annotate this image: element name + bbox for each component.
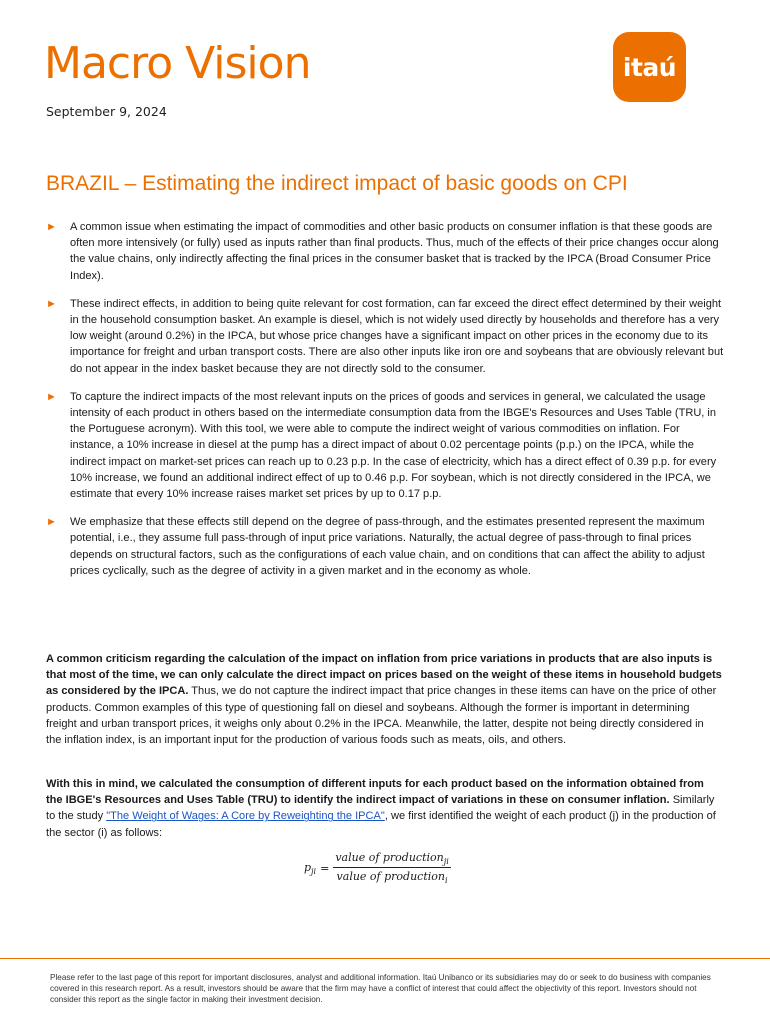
- formula-lhs: $p_{ji}$: [304, 860, 317, 876]
- article-headline: BRAZIL – Estimating the indirect impact of basic goods on CPI: [46, 172, 628, 195]
- summary-bullets: [46, 219, 726, 591]
- weight-formula: [304, 851, 451, 885]
- formula-equals: =: [320, 861, 330, 875]
- footer-divider: [0, 958, 770, 959]
- bullet-item: [46, 389, 726, 502]
- bullet-item: [46, 296, 726, 377]
- bullet-text: A common issue when estimating the impact of commodities and other basic products on consumer inflation is that these goods are often more intensively (or fully) used as inputs rather than final products. Thus, much of the effects of their price changes occur along the value chains, only indirectly affecting the final prices in the consumer basket that is tracked by the IPCA (Broad Consumer Price Index).: [70, 221, 719, 282]
- formula-fraction: [333, 851, 450, 885]
- paragraph-text: Thus, we do not capture the indirect impact that price changes in these items can have on the price of other products. Common examples of this type of questioning fall on diesel and soybeans. Although the former is important in determining freight and urban transport prices, it weighs only about 0.2% in the IPCA. Meanwhile, the latter, despite not being directly considered in the inflation index, is an important input for the production of various foods such as meats, oils, and others.: [46, 685, 717, 747]
- triangle-bullet-icon: ►: [46, 516, 57, 529]
- triangle-bullet-icon: ►: [46, 221, 57, 233]
- bullet-item: [46, 514, 726, 579]
- logo-text: itaú: [622, 52, 677, 82]
- triangle-bullet-icon: ►: [46, 297, 57, 310]
- paragraph-bold-lead: With this in mind, we calculated the consumption of different inputs for each product based on the information obtained from the IBGE's Resources and Uses Table (TRU) to identify the indirect impact of variations in these on consumer inflation.: [46, 778, 704, 807]
- report-title: Macro Vision: [44, 38, 311, 89]
- bullet-text: To capture the indirect impacts of the most relevant inputs on the prices of goods and services in general, we calculated the usage intensity of each product in others based on the intermediate consumption data from the IBGE's Resources and Uses Table (TRU, in the Portuguese acronym). With this tool, we were able to compute the indirect weight of various commodities on inflation. For instance, a 10% increase in diesel at the pump has a direct impact of about 0.02 percentage points (p.p.) on the IPCA, while the indirect impact on market-set prices can reach up to 0.23 p.p. In the case of electricity, which has a direct effect of 0.39 p.p. for every 10% increase, we found an additional indirect effect of up to 0.46 p.p. For soybean, which is not directly considered in the IPCA, we estimate that every 10% increase raises market set prices by up to 0.17 p.p.: [70, 390, 717, 501]
- bullet-item: [46, 219, 726, 284]
- paragraph-text: , we first identified the weight of each product (j) in the production of the sector (i) as follows:: [46, 810, 716, 839]
- paragraph-text: Similarly to the study: [46, 794, 715, 823]
- bullet-text: These indirect effects, in addition to being quite relevant for cost formation, can far exceed the direct effect determined by their weight in the household consumption basket. An example is diesel, which is not widely used directly by households and therefore has a very low weight (around 0.2%) in the IPCA, but whose price changes have a significant impact on other prices in the economy due to its importance for freight and urban transport costs. There are also other inputs like iron ore and soybeans that are obviously relevant but do not appear in the index basket because they are not directly sold to the consumer.: [70, 297, 724, 375]
- report-date: September 9, 2024: [46, 104, 167, 119]
- formula-denominator: value of production$_i$: [336, 870, 448, 885]
- paragraph-bold-lead: A common criticism regarding the calculation of the impact on inflation from price variations in products that are also inputs is that most of the time, we can only calculate the direct impact on prices based on the weight of these items in household budgets as considered by the IPCA.: [46, 653, 722, 698]
- itau-logo: [613, 32, 686, 102]
- body-paragraph-method: [46, 776, 722, 841]
- triangle-bullet-icon: ►: [46, 390, 57, 403]
- formula-numerator: value of production$_{ji}$: [335, 851, 449, 866]
- study-link[interactable]: "The Weight of Wages: A Core by Reweighting the IPCA": [106, 810, 385, 823]
- footer-disclaimer: Please refer to the last page of this report for important disclosures, analyst and additional information. Itaú Unibanco or its subsidiaries may do or seek to do business with companies covered in this research report. As a result, investors should be aware that the firm may have a conflict of interest that could affect the objectivity of this report. Investors should not consider this report as the single factor in making their investment decision.: [50, 973, 711, 1004]
- body-paragraph-criticism: [46, 651, 722, 748]
- bullet-text: We emphasize that these effects still depend on the degree of pass-through, and the estimates presented represent the maximum potential, i.e., they assume full pass-through of input price variations. Naturally, the actual degree of pass-through to final prices depends on structural factors, such as the configurations of each value chain, and on conditions that can affect the ability to adjust prices cyclically, such as the degree of activity in a given market and in the economy as whole.: [70, 516, 705, 577]
